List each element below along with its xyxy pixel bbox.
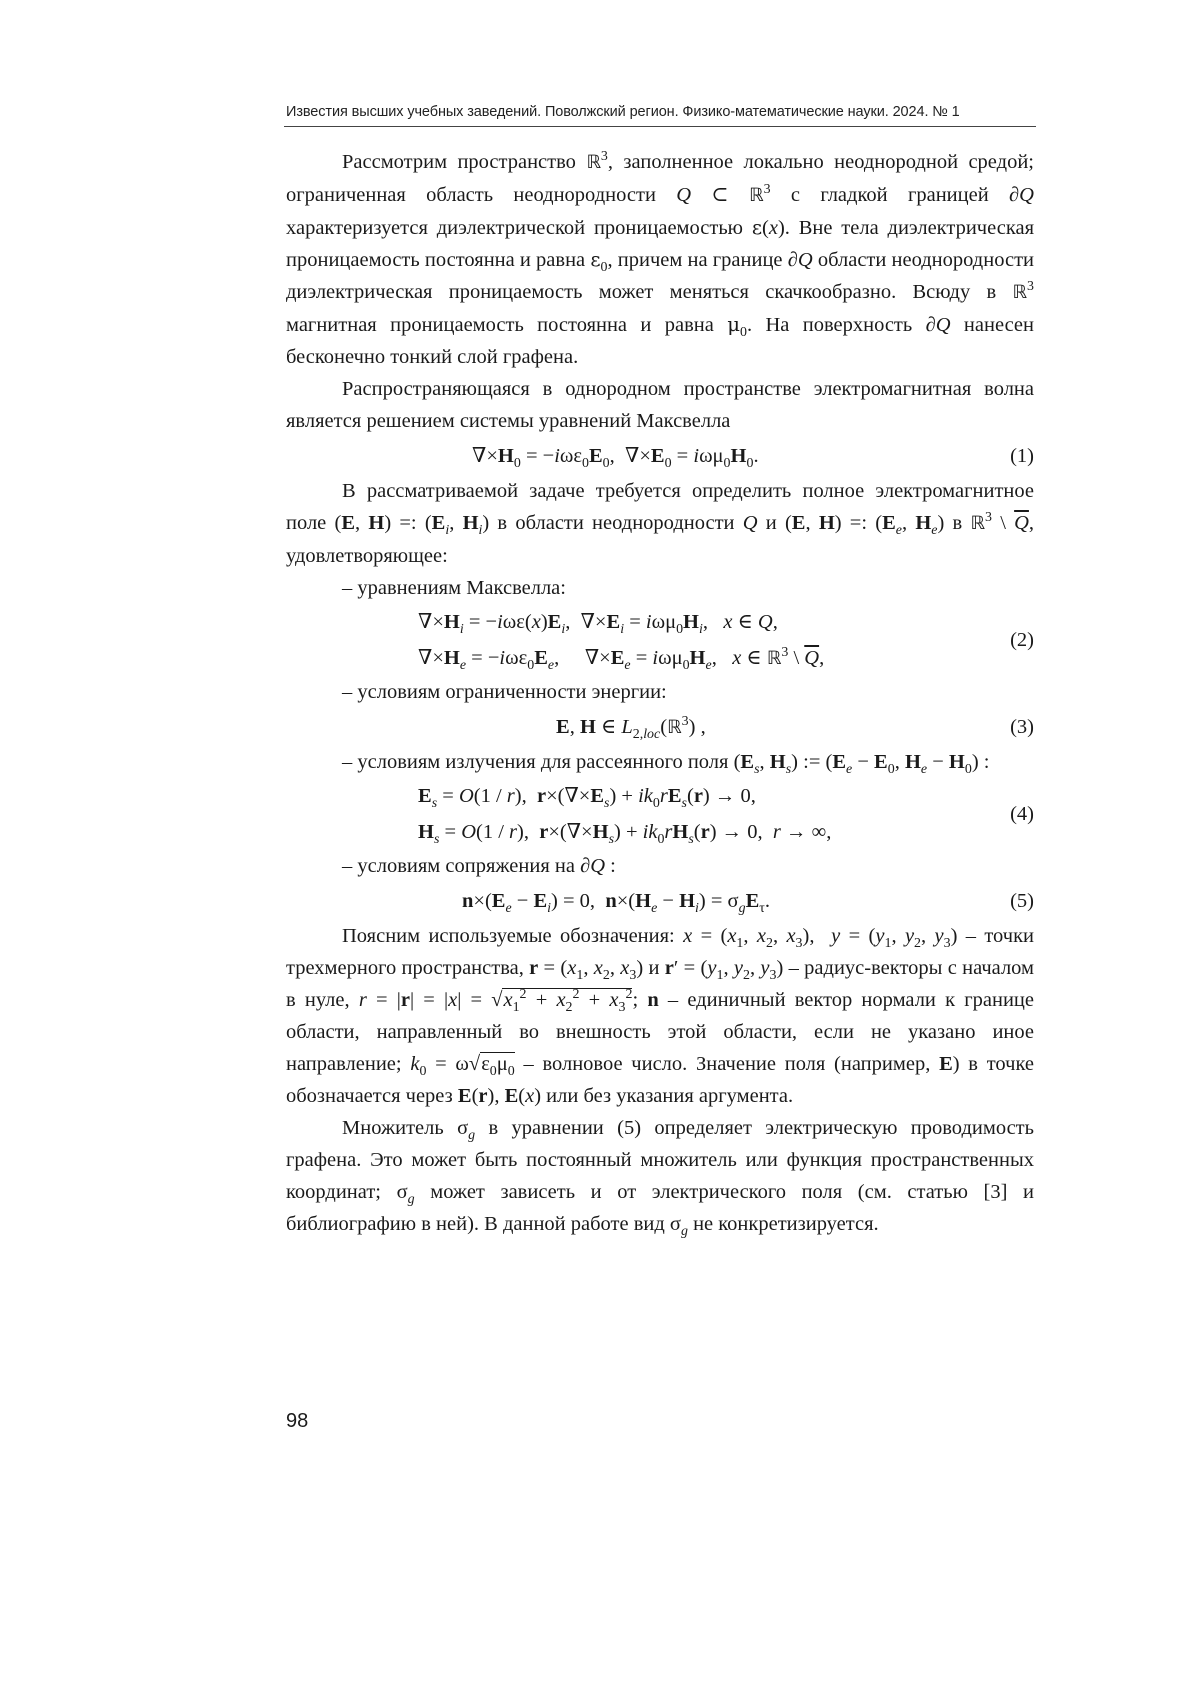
- list-item-maxwell: – уравнениям Максвелла:: [342, 577, 566, 599]
- equation-4: $E_s = O(1 / r)$, $r\times(\nabla\times E_s) + ik_0rE_s(r) \to 0$, $H_s = O(1 / r)$, $r\times(\nabla\times H_s) + ik_0rH_s(r) \to 0$, r → ∞, (4): [418, 785, 1034, 848]
- paragraph-3: В рассматриваемой задаче требуется определить полное электромагнитное поле (E, H) =: ($E_i$, $H_i$) в области неоднородности Q и (E, H) =: ($E_e$, $H_e$) в ℝ$^3$ \ $\overline{Q}$, удовлетворяющее:: [286, 480, 1035, 567]
- body-text: [286, 146, 1034, 1240]
- equation-3: E, H ∈ $L_{2,loc}(ℝ^3)$ , (3): [286, 708, 1034, 746]
- paragraph-2: Распространяющаяся в однородном пространстве электромагнитная волна является решением системы уравнений Максвелла: [286, 378, 1034, 432]
- running-header: Известия высших учебных заведений. Поволжский регион. Физико-математические науки. 2024. № 1: [286, 104, 960, 120]
- list-item-radiation: – условиям излучения для рассеянного поля ($E_s$, $H_s$) := ($E_e - E_0$, $H_e - H_0$) :: [342, 751, 990, 778]
- paragraph-1: Рассмотрим пространство ℝ$^3$, заполненное локально неоднородной средой; ограниченная область неоднородности Q ⊂ ℝ$^3$ с гладкой границей ∂Q характеризуется диэлектрической проницаемостью ε(x). Вне тела диэлектрическая проницаемость постоянна и равна $\varepsilon_0$, причем на границе ∂Q области неоднородности диэлектрическая проницаемость может меняться скачкообразно. Всюду в ℝ$^3$ магнитная проницаемость постоянна и равна $\mu_0$. На поверхность ∂Q нанесен бесконечно тонкий слой графена.: [286, 149, 1034, 368]
- header-rule: [284, 126, 1036, 127]
- equation-number-3: (3): [1010, 716, 1034, 738]
- list-item-conjugation: – условиям сопряжения на ∂Q :: [342, 855, 616, 877]
- equation-number-5: (5): [1010, 890, 1034, 912]
- equation-5: $n\times(E_e - E_i) = 0$, $n\times(H_e - H_i) = \sigma_gE_\tau$. (5): [286, 882, 1034, 920]
- list-item-energy: – условиям ограниченности энергии:: [342, 681, 667, 703]
- equation-number-2: (2): [1010, 629, 1034, 651]
- equation-number-4: (4): [1010, 803, 1034, 825]
- equation-number-1: (1): [1010, 445, 1034, 467]
- paragraph-5: Множитель $\sigma_g$ в уравнении (5) определяет электрическую проводимость графена. Это может быть постоянный множитель или функция пространственных координат; $\sigma_g$ может зависеть и от электрического поля (см. статью [3] и библиографию в ней). В данной работе вид $\sigma_g$ не конкретизируется.: [286, 1117, 1034, 1240]
- page-number: 98: [286, 1410, 309, 1432]
- equation-1: $\nabla\times H_0 = -i\omega\varepsilon_0E_0$, $\nabla\times E_0 = i\omega\mu_0H_0$. (1): [286, 437, 1034, 475]
- paragraph-4: Поясним используемые обозначения: $x = (x_1$, $x_2$, $x_3$), $y = (y_1$, $y_2$, $y_3$) – точки трехмерного пространства, $r = (x_1$, $x_2$, $x_3$) и $r' = (y_1$, $y_2$, $y_3$) – радиус-векторы с началом в нуле, $r = |r| = |x| = √x_1^2 + x_2^2 + x_3^2$; n – единичный вектор нормали к границе области, направленный во внешность этой области, если не указано иное направление; $k_0 = \omega√\varepsilon_0\mu_0$ – волновое число. Значение поля (например, E) в точке обозначается через E(r), E(x) или без указания аргумента.: [286, 925, 1035, 1107]
- equation-2: $\nabla\times H_i = -i\omega\varepsilon(x)E_i$, $\nabla\times E_i = i\omega\mu_0H_i$, x ∈ Q, $\nabla\times H_e = -i\omega\varepsilon_0E_e$, $\nabla\times E_e = i\omega\mu_0H_e$, x ∈ ℝ$^3$ \ $\overline{Q}$, (2): [418, 611, 1034, 674]
